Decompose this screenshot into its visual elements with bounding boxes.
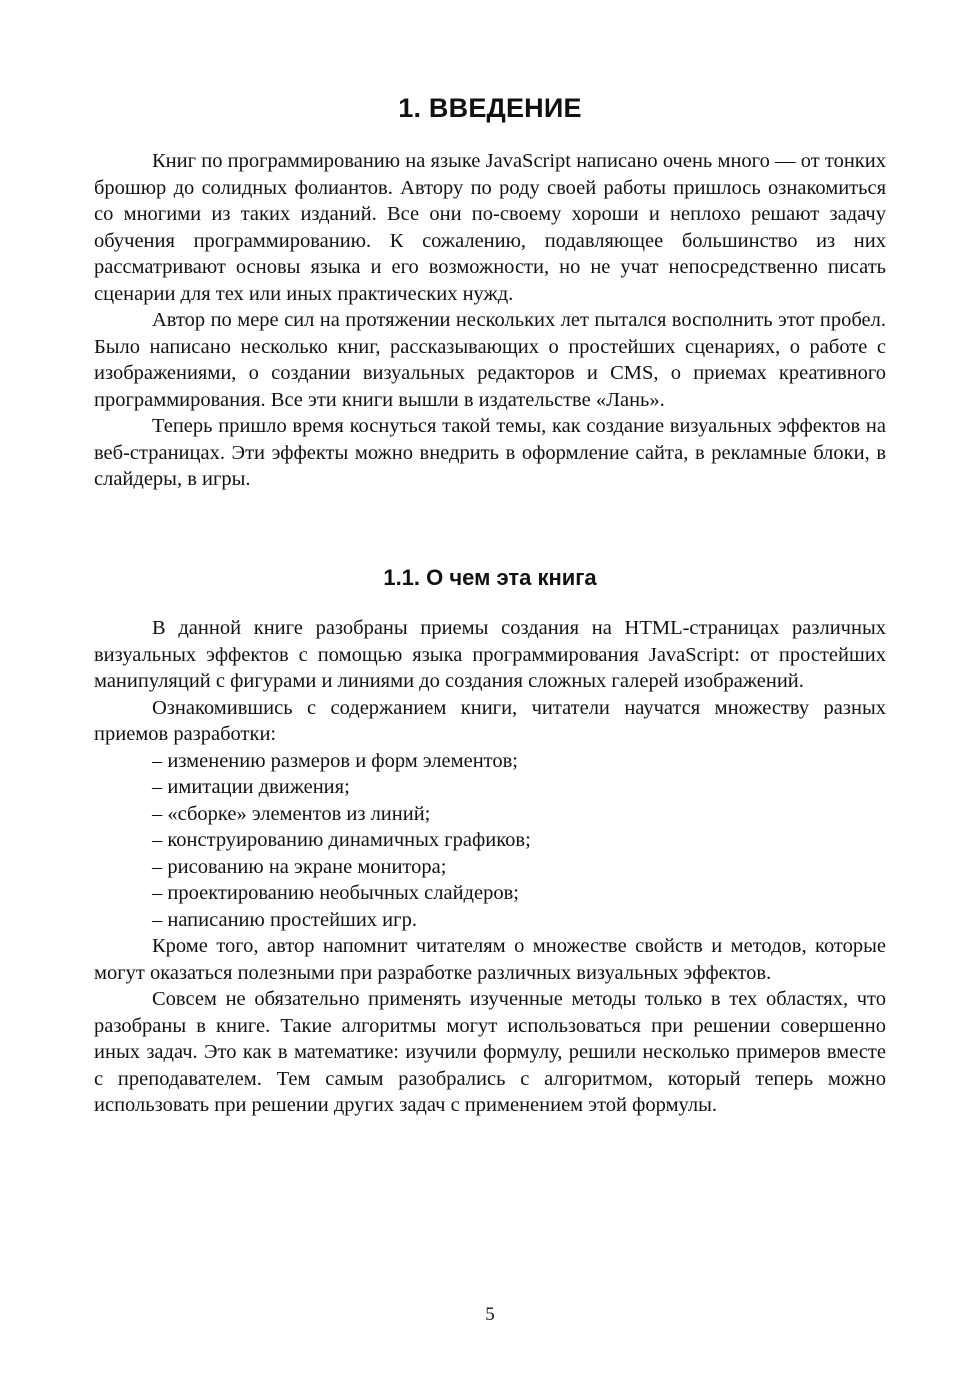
list-item: – рисованию на экране монитора; [152,855,447,878]
paragraph: Ознакомившись с содержанием книги, читатели научатся множеству разных приемов разработки: [94,696,886,745]
list-item: – написанию простейших игр. [152,908,417,931]
intro-text [94,148,886,493]
list-item: – «сборке» элементов из линий; [152,802,431,825]
list-item: – изменению размеров и форм элементов; [152,749,518,772]
paragraph: В данной книге разобраны приемы создания на HTML-страницах различных визуальных эффектов с помощью языка программирования JavaScript: от простейших манипуляций с фигурами и линиями до создания сложных галерей изображений. [94,617,886,692]
list-item: – проектированию необычных слайдеров; [152,882,519,904]
paragraph: Кроме того, автор напомнит читателям о множестве свойств и методов, которые могут оказаться полезными при разработке различных визуальных эффектов. [94,935,886,984]
section-text [94,615,886,1119]
list-item: – имитации движения; [152,776,350,798]
paragraph: Книг по программированию на языке JavaScript написано очень много — от тонких брошюр до солидных фолиантов. Автору по роду своей работы пришлось ознакомиться со многими из таких изданий. Все они по-своему хороши и неплохо решают задачу обучения программированию. К сожалению, подавляющее большинство из них рассматривают основы языка и его возможности, но не учат непосредственно писать сценарии для тех или иных практических нужд. [94,150,886,305]
section-title: 1.1. О чем эта книга [383,565,597,590]
paragraph: Автор по мере сил на протяжении нескольких лет пытался восполнить этот пробел. Было написано несколько книг, рассказывающих о простейших сценариях, о работе с изображениями, о создании визуальных редакторов и CMS, о приемах креативного программирования. Все эти книги вышли в издательстве «Лань». [94,309,886,411]
skills-list [94,748,886,934]
paragraph: Теперь пришло время коснуться такой темы, как создание визуальных эффектов на веб-страницах. Эти эффекты можно внедрить в оформление сайта, в рекламные блоки, в слайдеры, в игры. [94,415,886,490]
page-number: 5 [485,1304,495,1325]
chapter-title: 1. ВВЕДЕНИЕ [398,93,582,123]
list-item: – конструированию динамичных графиков; [152,829,531,851]
paragraph: Совсем не обязательно применять изученные методы только в тех областях, что разобраны в книге. Такие алгоритмы могут использоваться при решении совершенно иных задач. Это как в математике: изучили формулу, решили несколько примеров вместе с преподавателем. Тем самым разобрались с алгоритмом, который теперь можно использовать при решении других задач с применением этой формулы. [94,988,886,1116]
